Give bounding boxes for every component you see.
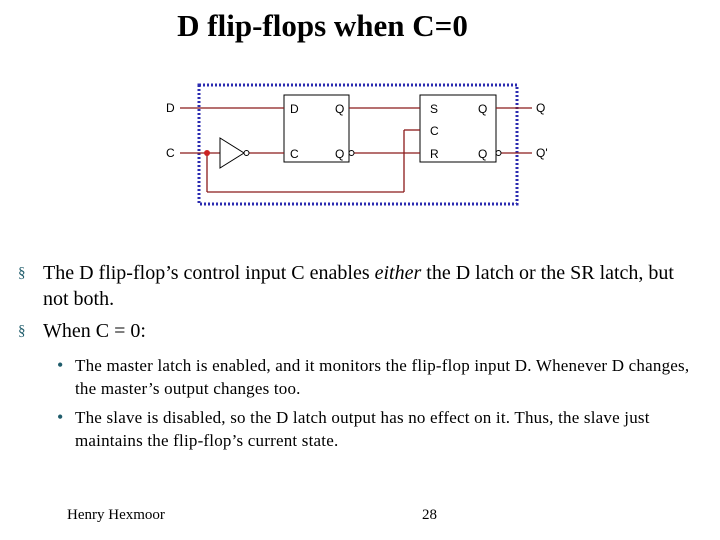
sub-bullet-list: [18, 354, 698, 452]
slave-qbar-label: Q: [478, 147, 488, 161]
bullet-text-after: the D latch or the SR latch, but not both.: [43, 262, 674, 310]
bullet-marker: §: [18, 323, 26, 339]
sub-bullet-text: The master latch is enabled, and it monitors the flip-flop input D. Whenever D changes, the master’s output changes too.: [75, 356, 690, 398]
inverter-bubble: [244, 151, 249, 156]
footer-author: Henry Hexmoor: [67, 507, 165, 523]
bullet-text-emphasis: either: [374, 262, 422, 284]
bullet-when-c-zero: [18, 318, 698, 344]
slave-r-label: R: [430, 147, 439, 161]
master-qbar-label: Q: [335, 147, 345, 161]
output-q-label: Q: [536, 101, 546, 115]
slave-c-label: C: [430, 124, 439, 138]
sub-bullet-marker: •: [57, 355, 64, 375]
slave-s-label: S: [430, 102, 439, 116]
inverter-gate: [220, 138, 244, 168]
master-c-label: C: [290, 147, 299, 161]
page-number: 28: [422, 507, 437, 523]
junction-dot: [204, 150, 210, 156]
circuit-svg: [150, 78, 570, 213]
master-qbar-bubble: [349, 151, 354, 156]
bullet-list: [18, 260, 698, 458]
sub-bullet-marker: •: [57, 407, 64, 427]
bullet-text-before: The D flip-flop’s control input C enables: [43, 262, 375, 284]
master-q-label: Q: [335, 102, 345, 116]
flip-flop-diagram: [150, 78, 570, 218]
input-d-label: D: [166, 101, 175, 115]
sub-bullet-slave: [18, 406, 698, 452]
bullet-marker: §: [18, 265, 26, 281]
output-qbar-label: Q': [536, 146, 548, 160]
slide-title: D flip-flops when C=0: [177, 8, 468, 43]
sub-bullet-master: [18, 354, 698, 400]
master-d-label: D: [290, 102, 299, 116]
sub-bullet-text: The slave is disabled, so the D latch output has no effect on it. Thus, the slave just maintains the flip-flop’s current state.: [75, 408, 650, 450]
bullet-text: When C = 0:: [43, 320, 146, 342]
bullet-control-input: [18, 260, 698, 312]
slave-qbar-bubble: [496, 151, 501, 156]
slave-q-label: Q: [478, 102, 488, 116]
input-c-label: C: [166, 146, 175, 160]
